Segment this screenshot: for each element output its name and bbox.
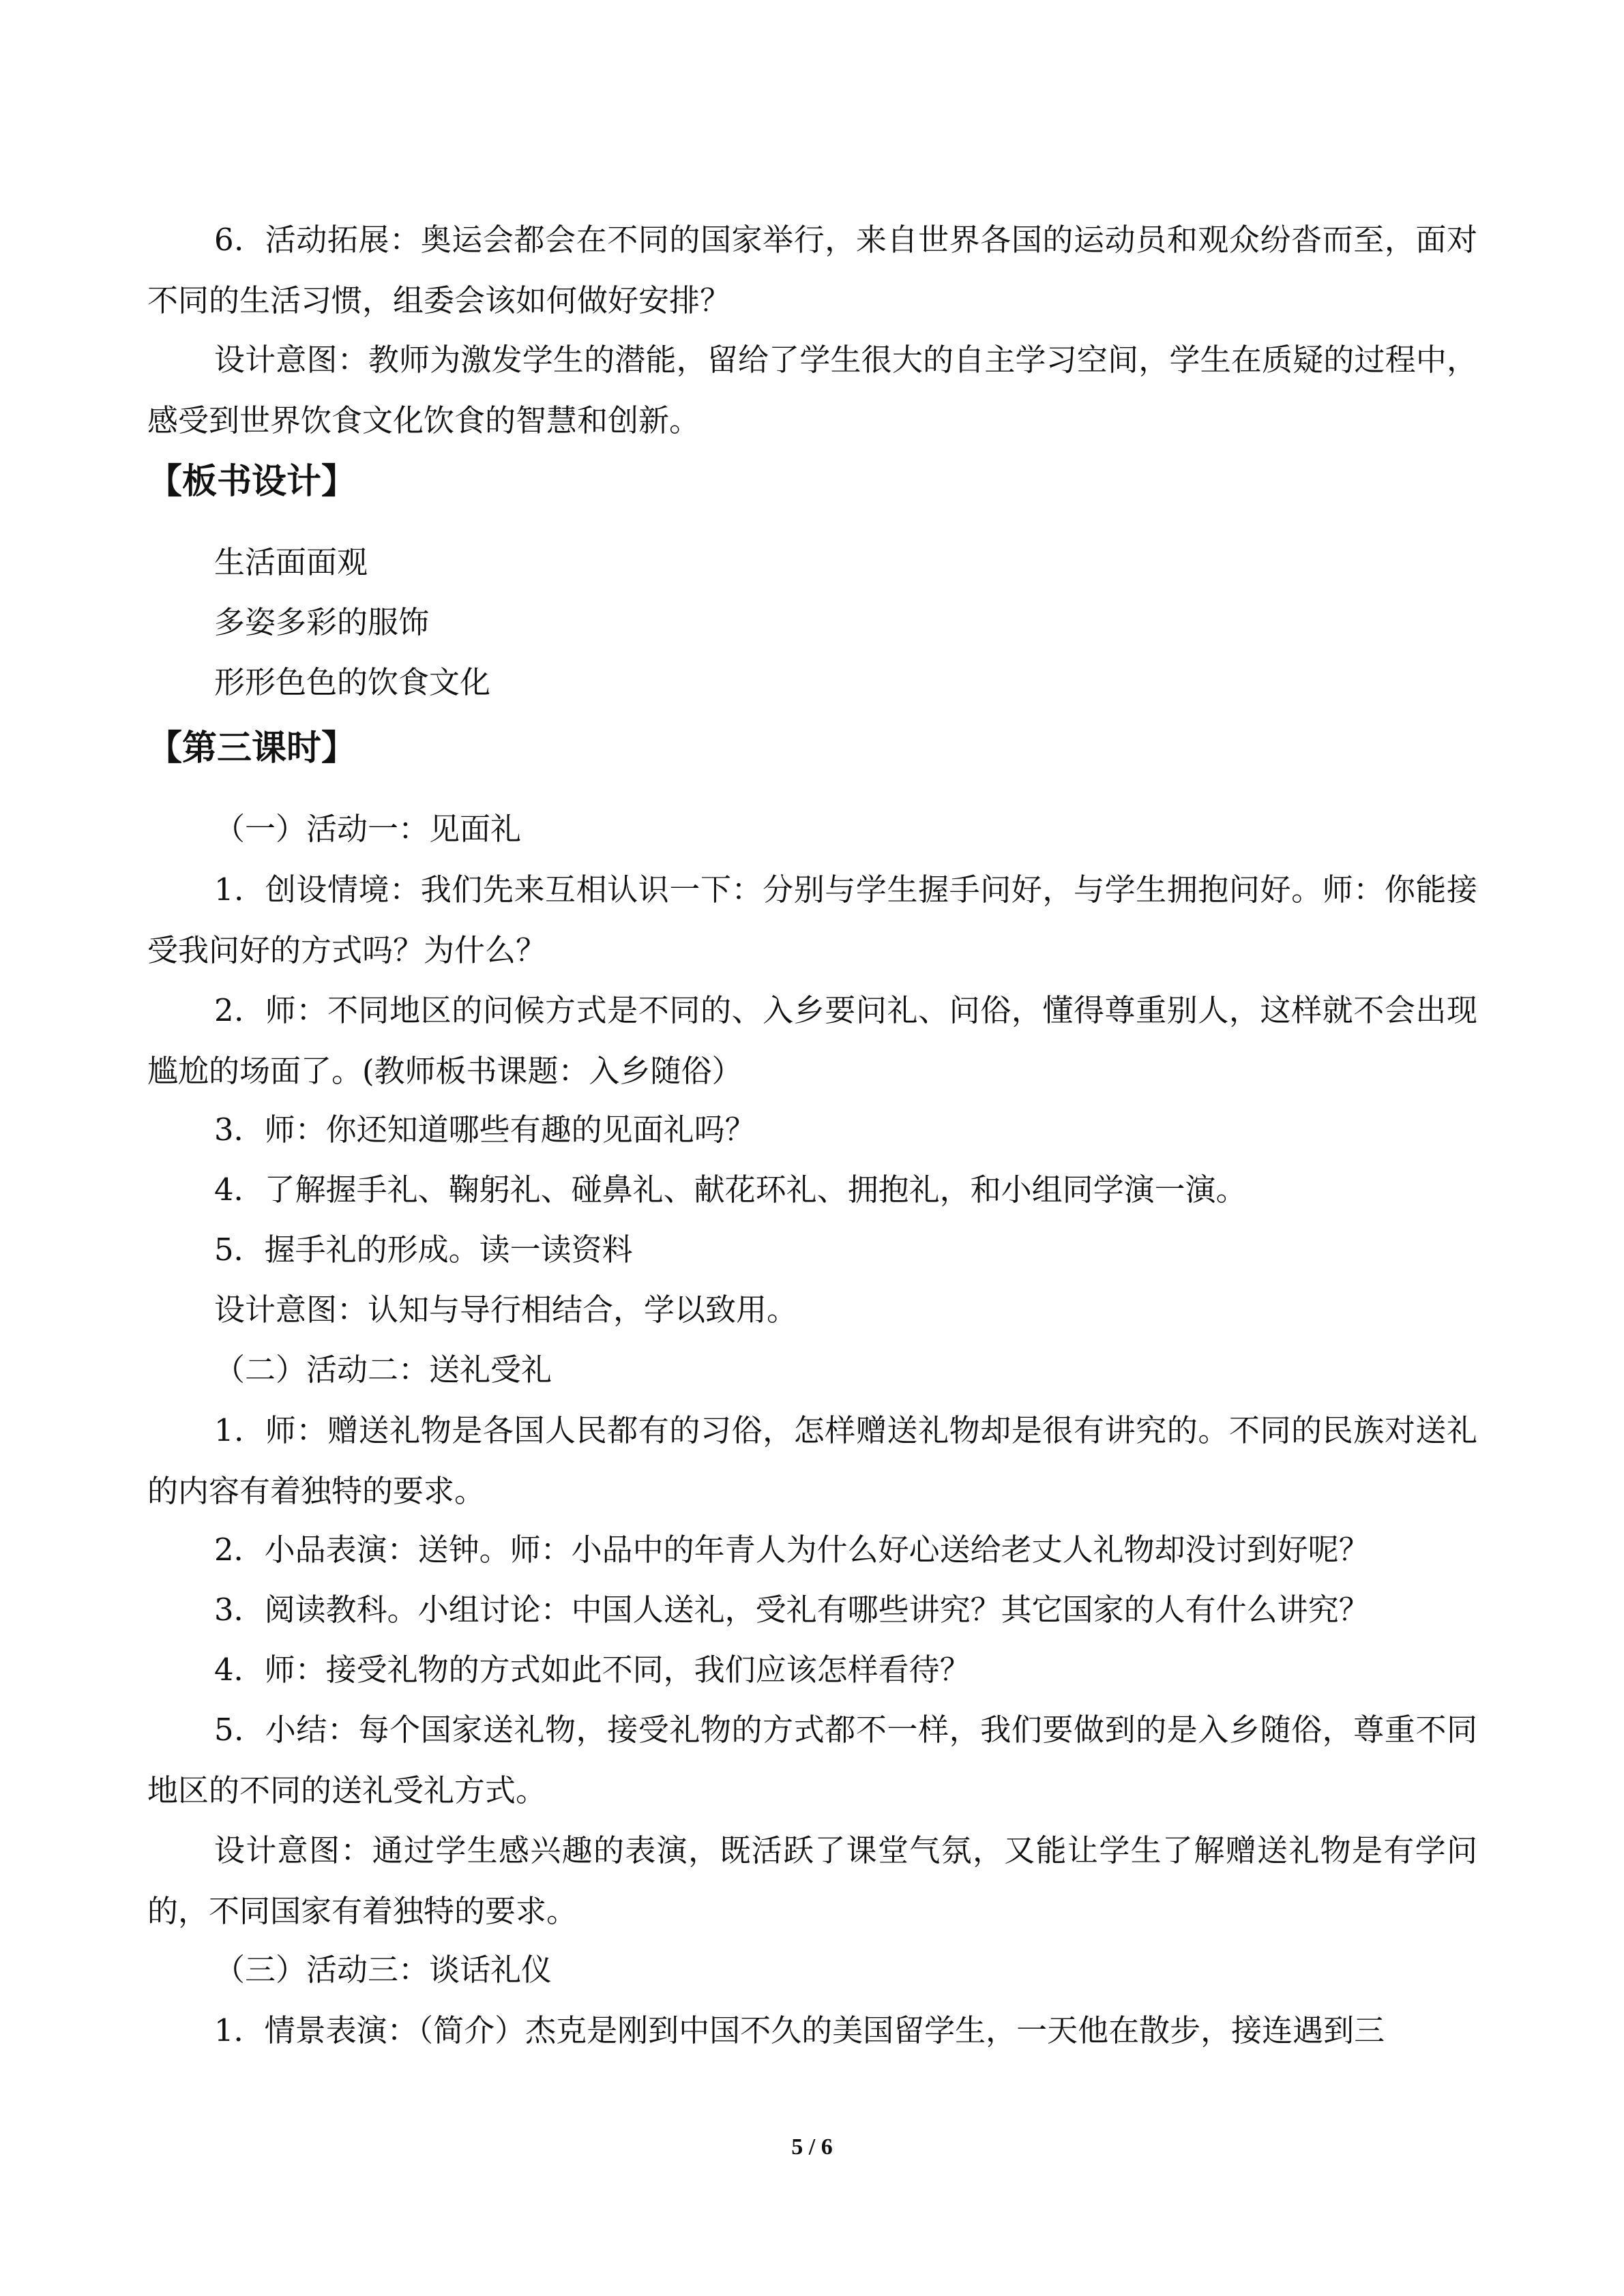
activity-two-summary: 5．小结：每个国家送礼物，接受礼物的方式都不一样，我们要做到的是入乡随俗，尊重不同地区的不同的送礼受礼方式。 (147, 1712, 1477, 1808)
lesson-three-heading: 【第三课时】 (147, 728, 357, 769)
activity-two-title: （二）活动二：送礼受礼 (214, 1352, 552, 1388)
board-line-2: 多姿多彩的服饰 (214, 604, 430, 640)
activity-one-item-2: 2．师：不同地区的问候方式是不同的、入乡要问礼、问俗，懂得尊重别人，这样就不会出现尴尬的场面了。(教师板书课题：入乡随俗） (147, 992, 1477, 1089)
activity-three-item-1: 1．情景表演：（简介）杰克是刚到中国不久的美国留学生，一天他在散步，接连遇到三 (214, 2012, 1385, 2048)
activity-two-intent: 设计意图：通过学生感兴趣的表演，既活跃了课堂气氛，又能让学生了解赠送礼物是有学问的，不同国家有着独特的要求。 (147, 1832, 1477, 1929)
activity-two-item-2: 2．小品表演：送钟。师：小品中的年青人为什么好心送给老丈人礼物却没讨到好呢？ (214, 1532, 1370, 1568)
paragraph-design-intent: 设计意图：教师为激发学生的潜能，留给了学生很大的自主学习空间，学生在质疑的过程中，感受到世界饮食文化饮食的智慧和创新。 (147, 342, 1477, 438)
activity-three-title: （三）活动三：谈话礼仪 (214, 1952, 552, 1988)
activity-one-item-1: 1．创设情境：我们先来互相认识一下：分别与学生握手问好，与学生拥抱问好。师：你能接受我问好的方式吗？为什么？ (147, 871, 1477, 968)
board-design-heading: 【板书设计】 (147, 462, 357, 502)
activity-one-item-3: 3．师：你还知道哪些有趣的见面礼吗？ (214, 1112, 756, 1148)
activity-one-item-4: 4．了解握手礼、鞠躬礼、碰鼻礼、献花环礼、拥抱礼，和小组同学演一演。 (214, 1172, 1247, 1208)
board-line-3: 形形色色的饮食文化 (214, 664, 491, 700)
activity-one-item-5: 5．握手礼的形成。读一读资料 (214, 1232, 633, 1268)
board-line-1: 生活面面观 (214, 544, 368, 580)
activity-one-title: （一）活动一：见面礼 (214, 811, 522, 847)
activity-two-item-1: 1．师：赠送礼物是各国人民都有的习俗，怎样赠送礼物却是很有讲究的。不同的民族对送礼的内容有着独特的要求。 (147, 1412, 1477, 1509)
paragraph-activity-extension: 6．活动拓展：奥运会都会在不同的国家举行，来自世界各国的运动员和观众纷沓而至，面对不同的生活习惯，组委会该如何做好安排？ (147, 222, 1477, 318)
activity-two-item-4: 4．师：接受礼物的方式如此不同，我们应该怎样看待？ (214, 1652, 971, 1688)
activity-two-item-3: 3．阅读教科。小组讨论：中国人送礼，受礼有哪些讲究？其它国家的人有什么讲究？ (214, 1592, 1370, 1628)
page-number: 5 / 6 (791, 2134, 833, 2160)
activity-one-intent: 设计意图：认知与导行相结合，学以致用。 (214, 1292, 798, 1328)
